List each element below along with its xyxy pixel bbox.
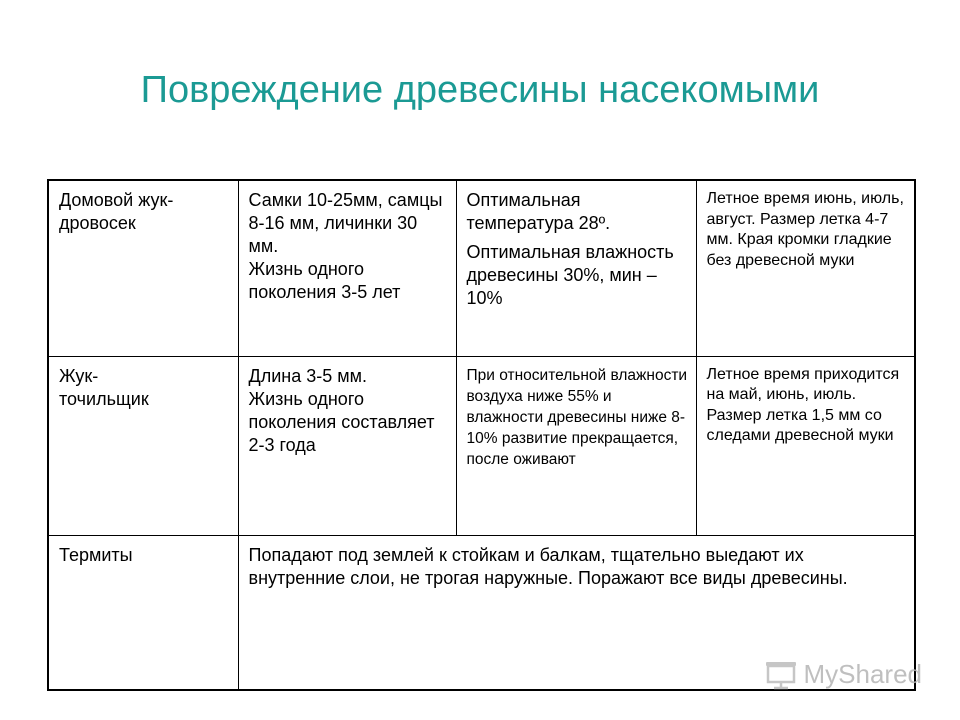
watermark	[764, 659, 923, 690]
size-text: Длина 3-5 мм.	[248, 365, 367, 386]
temperature-text: Оптимальная температура 28º.	[466, 190, 611, 233]
flight-text: Летное время приходится на май, июнь, июль. Размер летка 1,5 мм со следами древесной муки	[706, 365, 900, 444]
insect-name: Жук-точильщик	[59, 365, 149, 409]
projector-screen-icon	[764, 660, 798, 690]
description-text: Попадают под землей к стойкам и балкам, тщательно выедают их внутренние слои, не трогая наружные. Поражают все виды древесины.	[248, 544, 848, 588]
insect-damage-table	[47, 179, 916, 691]
flight-text: Летное время июнь, июль, август. Размер летка 4-7 мм. Края кромки гладкие без древесной муки	[706, 190, 904, 269]
conditions-cell	[456, 356, 696, 535]
flight-cell	[696, 356, 915, 535]
insect-name-cell	[48, 180, 238, 356]
watermark-text: MyShared	[803, 659, 922, 689]
size-cell	[238, 180, 456, 356]
size-text: Самки 10-25мм, самцы 8-16 мм, личинки 30 мм.	[248, 190, 443, 256]
flight-cell	[696, 180, 915, 356]
insect-name: Домовой жук-дровосек	[59, 190, 174, 233]
table-row-house-longhorn	[48, 180, 915, 356]
insect-name-cell	[48, 535, 238, 690]
lifespan-text: Жизнь одного поколения составляет 2-3 года	[248, 388, 435, 455]
conditions-cell	[456, 180, 696, 356]
lifespan-text: Жизнь одного поколения 3-5 лет	[248, 259, 401, 302]
insect-name: Термиты	[59, 544, 133, 565]
size-cell	[238, 356, 456, 535]
page-title: Повреждение древесины насекомыми	[140, 69, 820, 111]
humidity-text: Оптимальная влажность древесины 30%, мин – 10%	[466, 242, 674, 308]
table-row-deathwatch-beetle	[48, 356, 915, 535]
insect-name-cell	[48, 356, 238, 535]
conditions-text: При относительной влажности воздуха ниже 55% и влажности древесины ниже 8-10% развитие прекращается, после оживают	[466, 366, 688, 468]
